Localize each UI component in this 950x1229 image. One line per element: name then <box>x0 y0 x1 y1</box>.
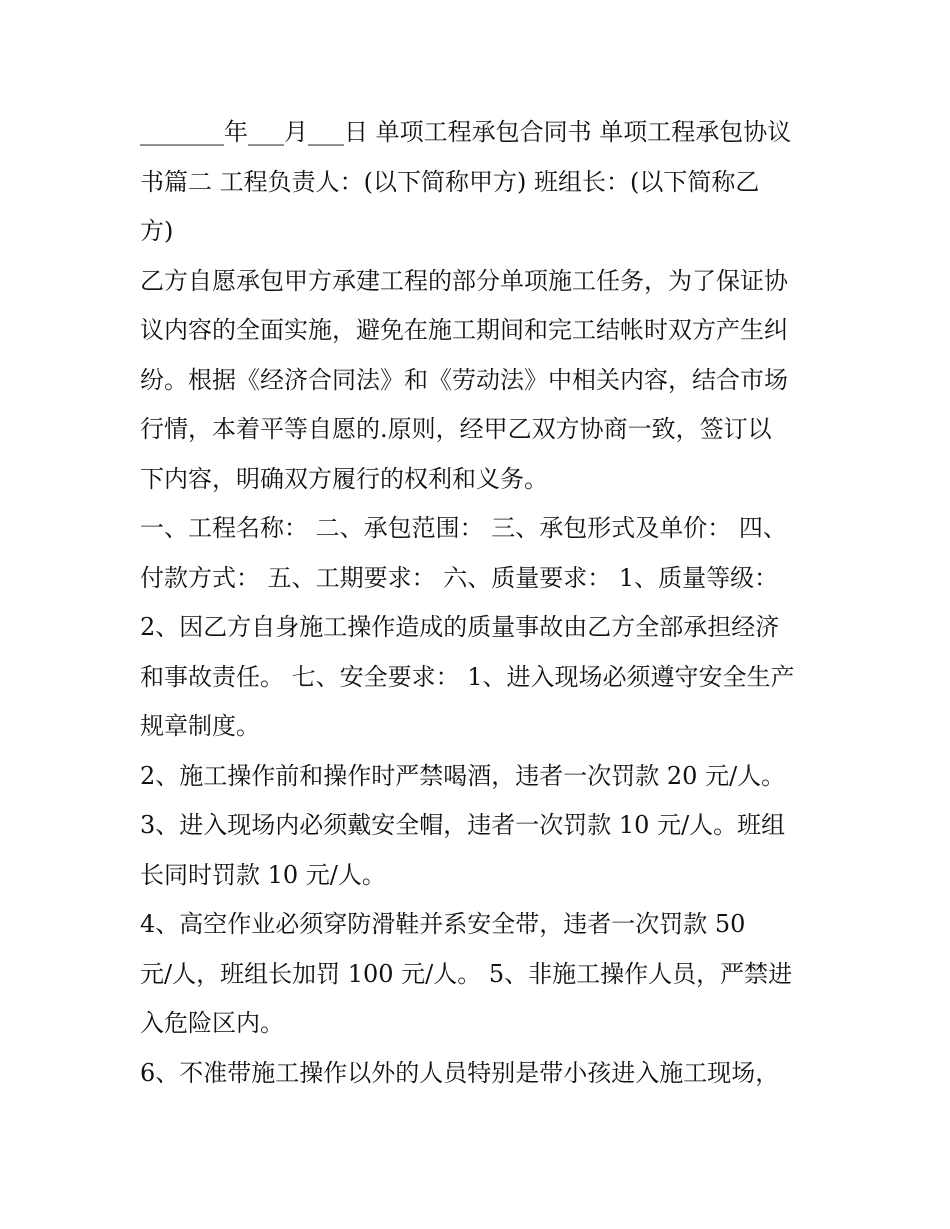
paragraph-safety-2-3 <box>140 752 812 901</box>
text-line: 付款方式： 五、工期要求： 六、质量要求： 1、质量等级： <box>140 563 779 592</box>
text-line: 元/人，班组长加罚 100 元/人。 5、非施工操作人员，严禁进 <box>140 959 793 988</box>
text-line: _______年___月___日 单项工程承包合同书 单项工程承包协议 <box>140 118 792 146</box>
text-line: 下内容，明确双方履行的权利和义务。 <box>140 464 548 493</box>
paragraph-terms <box>140 504 812 752</box>
text-line: 6、不准带施工操作以外的人员特别是带小孩进入施工现场， <box>140 1058 780 1087</box>
text-line: 纷。根据《经济合同法》和《劳动法》中相关内容，结合市场 <box>140 365 788 394</box>
text-line: 4、高空作业必须穿防滑鞋并系安全带，违者一次罚款 50 <box>140 910 746 938</box>
text-line: 书篇二 工程负责人：(以下简称甲方) 班组长：(以下简称乙 <box>140 167 760 196</box>
paragraph-safety-4-5 <box>140 900 812 1049</box>
text-line: 方) <box>140 217 174 245</box>
paragraph-intro <box>140 257 812 505</box>
paragraph-safety-6 <box>140 1049 812 1099</box>
text-line: 规章制度。 <box>140 712 260 740</box>
text-line: 和事故责任。 七、安全要求： 1、进入现场必须遵守安全生产 <box>140 662 795 691</box>
text-line: 一、工程名称： 二、承包范围： 三、承包形式及单价： 四、 <box>140 514 787 542</box>
text-line: 2、施工操作前和操作时严禁喝酒，违者一次罚款 20 元/人。 <box>140 761 786 790</box>
text-line: 议内容的全面实施，避免在施工期间和完工结帐时双方产生纠 <box>140 316 788 344</box>
document-body <box>140 108 812 1098</box>
paragraph-header <box>140 108 812 257</box>
text-line: 长同时罚款 10 元/人。 <box>140 860 386 889</box>
text-line: 2、因乙方自身施工操作造成的质量事故由乙方全部承担经济 <box>140 613 780 641</box>
text-line: 乙方自愿承包甲方承建工程的部分单项施工任务，为了保证协 <box>140 266 788 295</box>
text-line: 行情，本着平等自愿的.原则，经甲乙双方协商一致，签订以 <box>140 415 772 443</box>
text-line: 3、进入现场内必须戴安全帽，违者一次罚款 10 元/人。班组 <box>140 811 786 839</box>
text-line: 入危险区内。 <box>140 1009 284 1037</box>
